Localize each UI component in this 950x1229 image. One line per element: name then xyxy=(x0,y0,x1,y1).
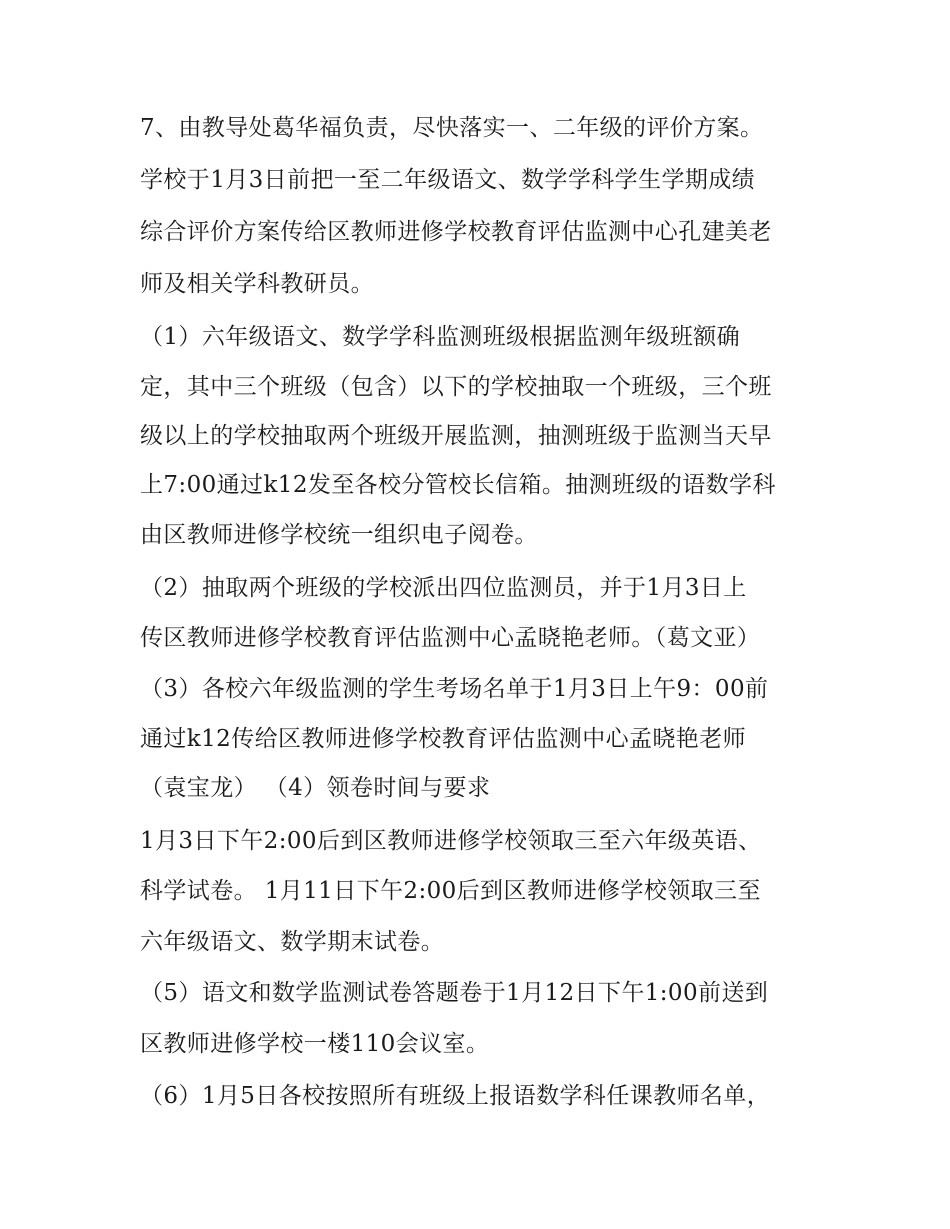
text-line: 级以上的学校抽取两个班级开展监测，抽测班级于监测当天早 xyxy=(140,423,772,449)
text-line: 传区教师进修学校教育评估监测中心孟晓艳老师。（葛文亚） xyxy=(140,625,761,651)
text-line: 上7:00通过k12发至各校分管校长信箱。抽测班级的语数学科 xyxy=(140,472,776,498)
text-line: 学校于1月3日前把一至二年级语文、数学学科学生学期成绩 xyxy=(140,167,756,193)
text-line: 1月3日下午2:00后到区教师进修学校领取三至六年级英语、 xyxy=(140,828,762,854)
text-line: （6）1月5日各校按照所有班级上报语数学科任课教师名单， xyxy=(140,1083,771,1109)
text-line: （袁宝龙） （4）领卷时间与要求 xyxy=(140,775,491,801)
text-line: 师及相关学科教研员。 xyxy=(140,271,374,297)
text-line: （1）六年级语文、数学学科监测班级根据监测年级班额确 xyxy=(140,324,741,350)
text-line: 科学试卷。 1月11日下午2:00后到区教师进修学校领取三至 xyxy=(140,878,761,904)
text-line: 区教师进修学校一楼110会议室。 xyxy=(140,1031,490,1057)
text-line: 定，其中三个班级（包含）以下的学校抽取一个班级，三个班 xyxy=(140,374,772,400)
text-line: 由区教师进修学校统一组织电子阅卷。 xyxy=(140,522,538,548)
text-line: 通过k12传给区教师进修学校教育评估监测中心孟晓艳老师 xyxy=(140,726,747,752)
text-line: （3）各校六年级监测的学生考场名单于1月3日上午9：00前 xyxy=(140,676,769,702)
text-line: 综合评价方案传给区教师进修学校教育评估监测中心孔建美老 xyxy=(140,219,772,245)
text-line: 7、由教导处葛华福负责，尽快落实一、二年级的评价方案。 xyxy=(140,115,764,141)
text-line: （5）语文和数学监测试卷答题卷于1月12日下午1:00前送到 xyxy=(140,980,769,1006)
text-line: （2）抽取两个班级的学校派出四位监测员，并于1月3日上 xyxy=(140,575,747,601)
text-line: 六年级语文、数学期末试卷。 xyxy=(140,929,445,955)
